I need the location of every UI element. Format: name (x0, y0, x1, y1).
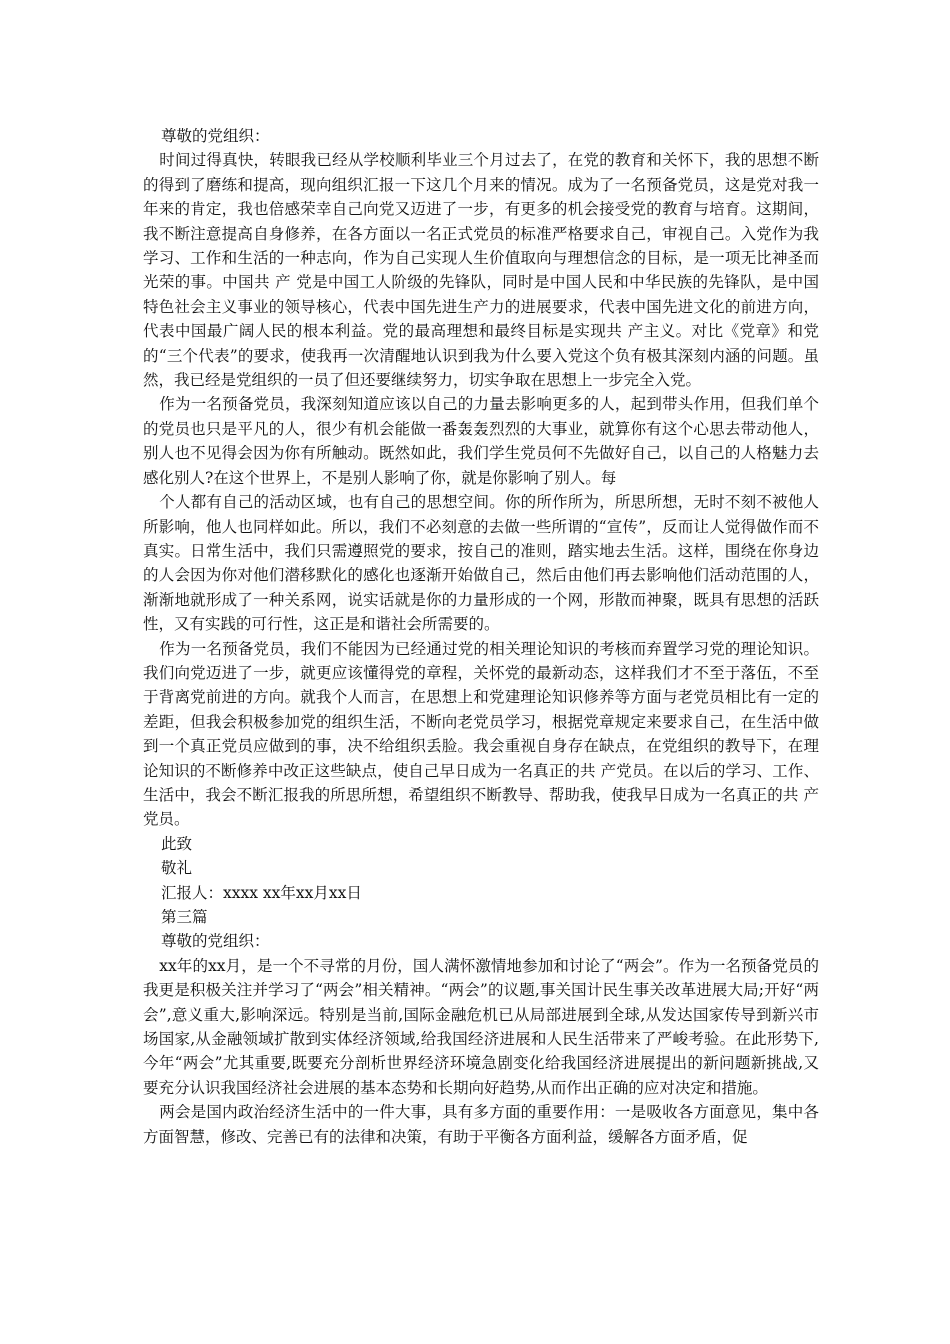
paragraph: 作为一名预备党员，我们不能因为已经通过党的相关理论知识的考核而弃置学习党的理论知识。我们向党迈进了一步，就更应该懂得党的章程，关怀党的最新动态，这样我们才不至于落伍，不至于背离党前进的方向。就我个人而言，在思想上和党建理论知识修养等方面与老党员相比有一定的差距，但我会积极参加党的组织生活，不断向老党员学习，根据党章规定来要求自己，在生活中做到一个真正党员应做到的事，决不给组织丢脸。我会重视自身存在缺点，在党组织的教导下，在理论知识的不断修养中改正这些缺点，使自己早日成为一名真正的共 产党员。在以后的学习、工作、生活中，我会不断汇报我的所思所想，希望组织不断教导、帮助我，使我早日成为一名真正的共 产 党员。 (143, 639, 819, 829)
paragraph: 个人都有自己的活动区域，也有自己的思想空间。你的所作所为，所思所想，无时不刻不被他人所影响，他人也同样如此。所以，我们不必刻意的去做一些所谓的“宣传”，反而让人觉得做作而不真实。日常生活中，我们只需遵照党的要求，按自己的准则，踏实地去生活。这样，围绕在你身边的人会因为你对他们潜移默化的感化也逐渐开始做自己，然后由他们再去影响他们活动范围的人，渐渐地就形成了一种关系网，说实话就是你的力量形成的一个网，形散而神聚，既具有思想的活跃性，又有实践的可行性，这正是和谐社会所需要的。 (143, 493, 819, 634)
paragraph: xx年的xx月，是一个不寻常的月份，国人满怀激情地参加和讨论了“两会”。作为一名预备党员的我更是积极关注并学习了“两会”相关精神。“两会”的议题,事关国计民生事关改革进展大局;开好“两会”,意义重大,影响深远。特别是当前,国际金融危机已从局部进展到全球,从发达国家传导到新兴市场国家,从金融领域扩散到实体经济领域,给我国经济进展和人民生活带来了严峻考验。在此形势下,今年“两会”尤其重要,既要充分剖析世界经济环境急剧变化给我国经济进展提出的新问题新挑战,又要充分认识我国经济社会进展的基本态势和长期向好趋势,从而作出正确的应对决定和措施。 (143, 956, 819, 1097)
closing-line: 敬礼 (161, 859, 193, 878)
section-heading: 第三篇 (161, 908, 208, 926)
paragraph: 两会是国内政治经济生活中的一件大事，具有多方面的重要作用：一是吸收各方面意见，集中各方面智慧，修改、完善已有的法律和决策，有助于平衡各方面利益，缓解各方面矛盾，促 (143, 1103, 819, 1146)
salutation: 尊敬的党组织： (161, 127, 270, 145)
signature-line: 汇报人：xxxx xx年xx月xx日 (161, 883, 362, 902)
paragraph: 作为一名预备党员，我深刻知道应该以自己的力量去影响更多的人，起到带头作用，但我们单个的党员也只是平凡的人，很少有机会能做一番轰轰烈烈的大事业，就算你有这个心思去带动他人，别人也不见得会因为你有所触动。既然如此，我们学生党员何不先做好自己，以自己的人格魅力去感化别人?在这个世界上，不是别人影响了你，就是你影响了别人。每 (143, 395, 819, 487)
paragraph: 时间过得真快，转眼我已经从学校顺利毕业三个月过去了，在党的教育和关怀下，我的思想不断的得到了磨练和提高，现向组织汇报一下这几个月来的情况。成为了一名预备党员，这是党对我一年来的肯定，我也倍感荣幸自己向党又迈进了一步，有更多的机会接受党的教育与培育。这期间，我不断注意提高自身修养，在各方面以一名正式党员的标准严格要求自己，审视自己。入党作为我学习、工作和生活的一种志向，作为自己实现人生价值取向与理想信念的目标，是一项无比神圣而光荣的事。中国共 产 党是中国工人阶级的先锋队，同时是中国人民和中华民族的先锋队，是中国特色社会主义事业的领导核心，代表中国先进生产力的进展要求，代表中国先进文化的前进方向，代表中国最广阔人民的根本利益。党的最高理想和最终目标是实现共 产主义。对比《党章》和党的“三个代表”的要求，使我再一次清醒地认识到我为什么要入党这个负有极其深刻内涵的问题。虽然，我已经是党组织的一员了但还要继续努力，切实争取在思想上一步完全入党。 (143, 151, 819, 390)
document-body (143, 124, 819, 1149)
closing-line: 此致 (161, 834, 193, 853)
salutation: 尊敬的党组织： (161, 932, 270, 951)
